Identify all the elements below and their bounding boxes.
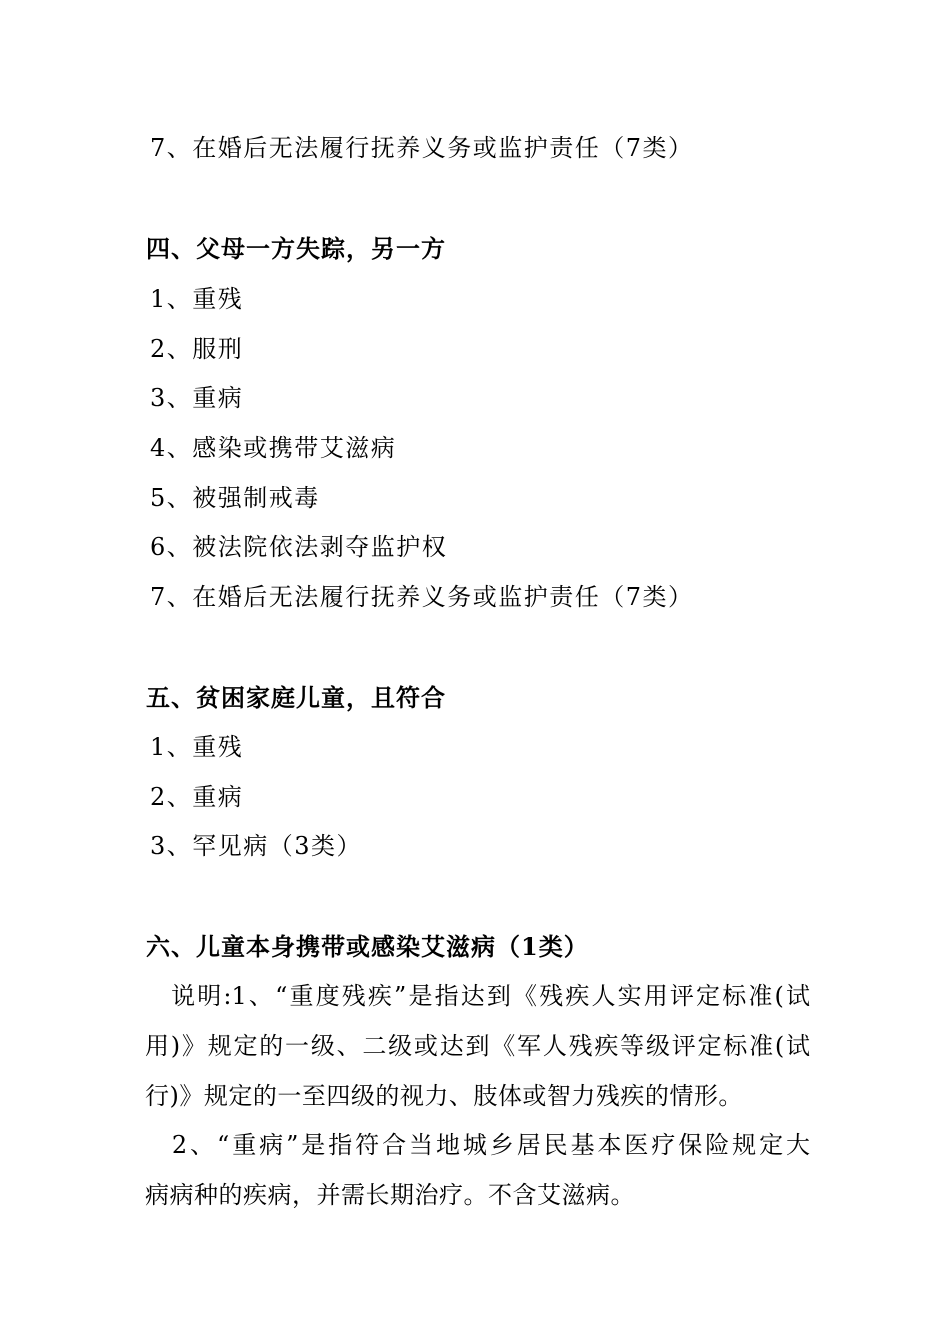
list-item: 7、在婚后无法履行抚养义务或监护责任（7类） [150, 583, 694, 611]
list-item: 3、重病 [150, 384, 244, 412]
list-item: 2、服刑 [150, 335, 244, 363]
list-item: 5、被强制戒毒 [150, 484, 320, 512]
list-item: 3、罕见病（3类） [150, 832, 363, 860]
list-item: 6、被法院依法剥夺监护权 [150, 533, 448, 561]
list-item: 1、重残 [150, 285, 244, 313]
list-item: 7、在婚后无法履行抚养义务或监护责任（7类） [150, 134, 694, 162]
section-heading-five: 五、贫困家庭儿童，且符合 [146, 683, 446, 712]
section-heading-six: 六、儿童本身携带或感染艾滋病（1类） [146, 932, 589, 961]
note-line: 用)》规定的一级、二级或达到《军人残疾等级评定标准(试 [145, 1032, 810, 1060]
section-heading-four: 四、父母一方失踪，另一方 [146, 234, 446, 263]
note-line: 说明:1、“重度残疾”是指达到《残疾人实用评定标准(试 [145, 982, 810, 1010]
note-line: 病病种的疾病，并需长期治疗。不含艾滋病。 [145, 1181, 635, 1209]
list-item: 4、感染或携带艾滋病 [150, 434, 397, 462]
note-line: 2、“重病”是指符合当地城乡居民基本医疗保险规定大 [145, 1131, 810, 1159]
list-item: 2、重病 [150, 783, 244, 811]
list-item: 1、重残 [150, 733, 244, 761]
note-line: 行)》规定的一至四级的视力、肢体或智力残疾的情形。 [145, 1082, 743, 1110]
